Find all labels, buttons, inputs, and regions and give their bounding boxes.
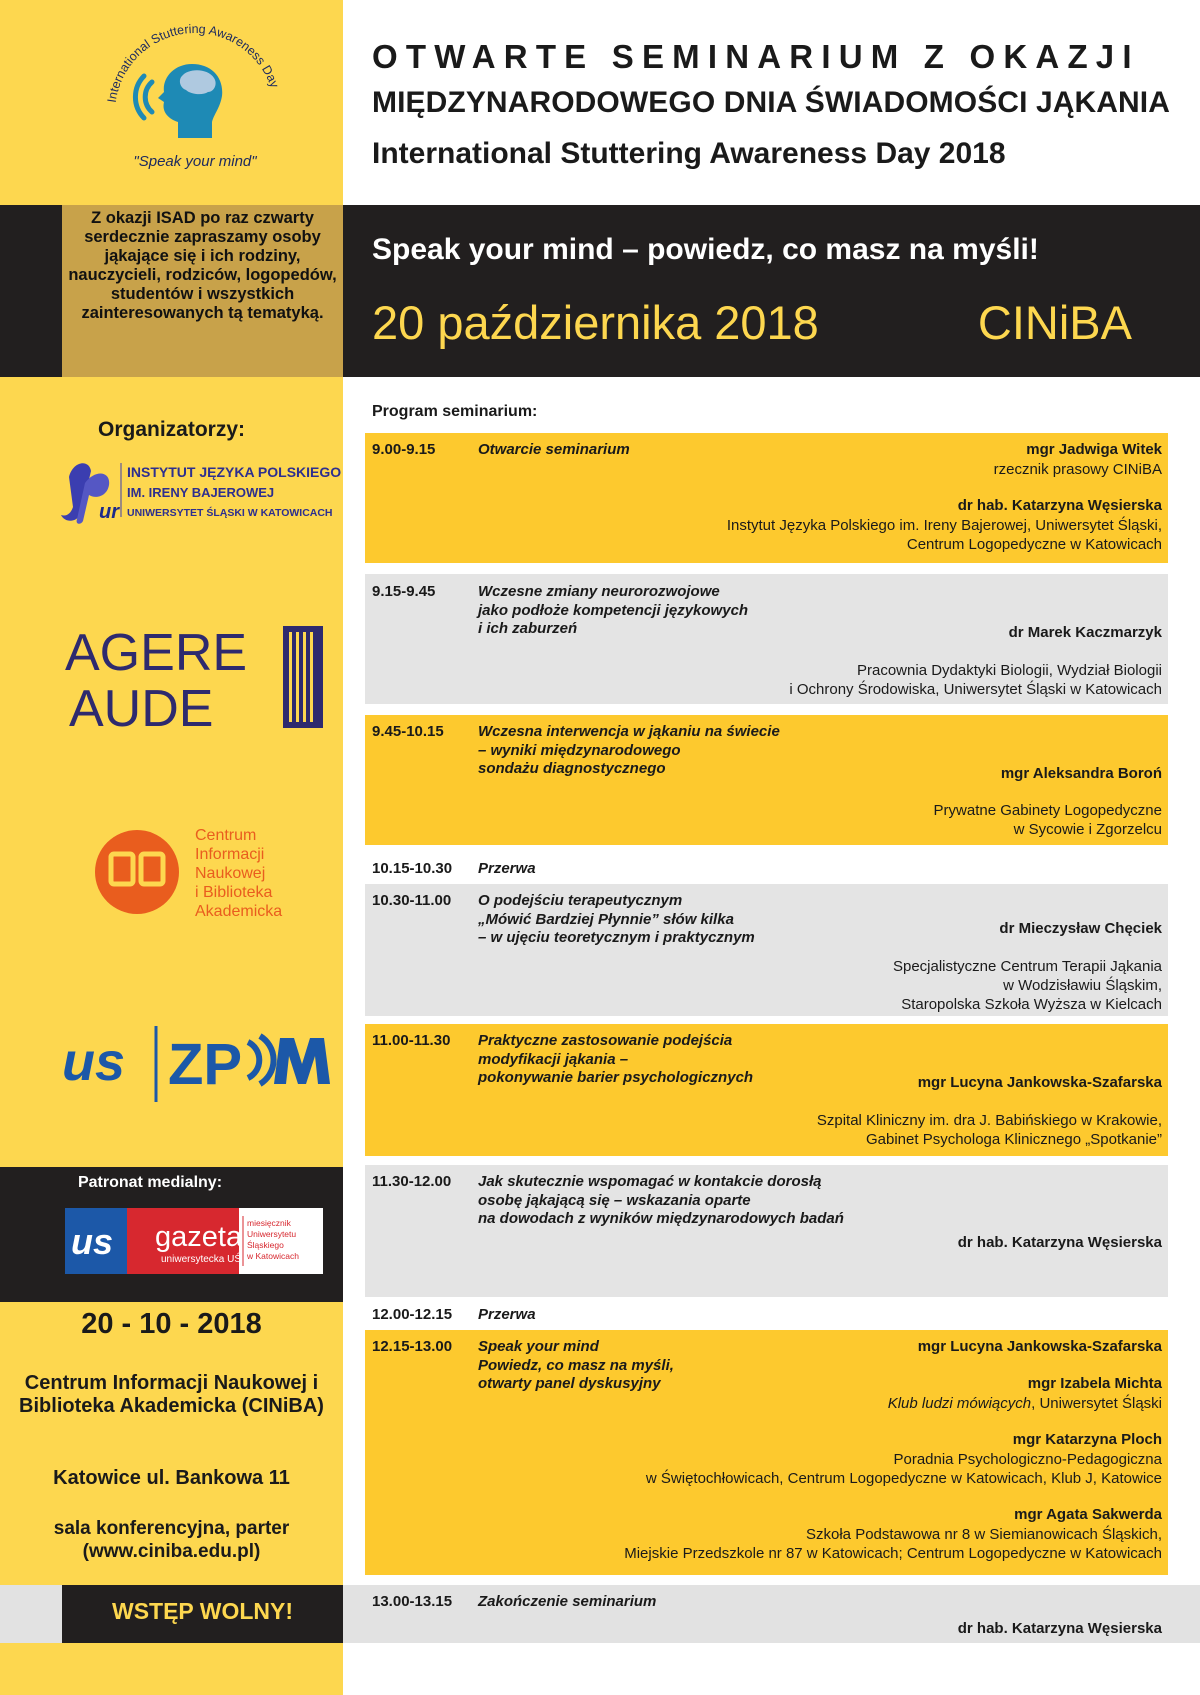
ciniba-line4: i Biblioteka <box>195 884 273 901</box>
event-date-big: 20 - 10 - 2018 <box>81 1308 262 1340</box>
agere-text: AGERE <box>65 624 248 682</box>
session-speaker: mgr Lucyna Jankowska-Szafarska <box>917 1074 1162 1091</box>
session-time: 11.00-11.30 <box>372 1032 451 1049</box>
session-speaker: mgr Aleksandra Boroń <box>1000 765 1162 782</box>
sound-wave-icon <box>145 82 152 112</box>
gazeta-sub: uniwersytecka UŚ <box>161 1254 242 1265</box>
break-time: 12.00-12.15 <box>372 1306 453 1323</box>
title-line-3: International Stuttering Awareness Day 2018 <box>372 137 1006 170</box>
venue-name: Centrum Informacji Naukowej i Biblioteka Akademicka (CINiBA) <box>19 1372 324 1417</box>
speaker-affiliation: Pracownia Dydaktyki Biologii, Wydział Biologii i Ochrony Środowiska, Uniwersytet Śląski w Katowicach <box>789 662 1162 698</box>
speaker-affiliation: Specjalistyczne Centrum Terapii Jąkania w Wodzisławiu Śląskim, Staropolska Szkoła Wyższa w Kielcach <box>892 958 1162 1013</box>
ijp-line1: INSTYTUT JĘZYKA POLSKIEGO <box>127 464 342 480</box>
session-topic: Speak your mind Powiedz, co masz na myśli, otwarty panel dyskusyjny <box>478 1338 674 1392</box>
title-line-1: OTWARTE SEMINARIUM Z OKAZJI <box>372 38 1140 75</box>
session-time: 13.00-13.15 <box>372 1593 453 1610</box>
isad-motto: "Speak your mind" <box>133 153 257 170</box>
title-line-2: MIĘDZYNARODOWEGO DNIA ŚWIADOMOŚCI JĄKANIA <box>372 86 1170 119</box>
zpm-text: ZP <box>168 1032 243 1097</box>
gazeta-side2: Uniwersytetu <box>247 1229 297 1239</box>
venue-address: Katowice ul. Bankowa 11 <box>53 1467 290 1489</box>
ijp-line2: IM. IRENY BAJEROWEJ <box>127 485 275 500</box>
ciniba-line5: Akademicka <box>195 903 283 920</box>
session-topic: Otwarcie seminarium <box>478 441 630 458</box>
club-name: Klub ludzi mówiących <box>887 1395 1032 1412</box>
us-emblem-icon: us <box>62 1032 126 1092</box>
event-date-line <box>372 295 1172 350</box>
session-time: 9.15-9.45 <box>372 583 436 600</box>
ciniba-line1: Centrum <box>195 827 257 844</box>
session-topic: Jak skutecznie wspomagać w kontakcie dorosłą osobę jąkającą się – wskazania oparte na dowodach z wyników międzynarodowych badań <box>478 1173 844 1227</box>
agere-pillar-icon <box>283 626 323 728</box>
media-patron-label: Patronat medialny: <box>77 1174 223 1191</box>
session-speaker: dr hab. Katarzyna Węsierska <box>957 1234 1162 1251</box>
organizers-label: Organizatorzy: <box>97 418 246 441</box>
speaker-affiliation: Poradnia Psychologiczno-Pedagogiczna w Świętochłowicach, Centrum Logopedyczne w Katowicach, Klub J, Katowice <box>645 1451 1162 1487</box>
ciniba-circle-icon <box>95 830 179 914</box>
slogan-banner <box>343 205 1200 377</box>
gazeta-side1: miesięcznik <box>247 1218 291 1228</box>
speaker-affiliation <box>888 1394 1162 1413</box>
svg-text:ur: ur <box>99 501 119 523</box>
gazeta-side4: w Katowicach <box>247 1251 299 1261</box>
invitation-text: Z okazji ISAD po raz czwarty serdecznie zapraszamy osoby jąkające się i ich rodziny, nauczycieli, rodziców, logopedów, studentów i wszystkich zainteresowanych tą tematyką. <box>68 209 337 322</box>
club-affiliation: , Uniwersytet Śląski <box>1031 1395 1162 1412</box>
aude-text: AUDE <box>69 680 214 735</box>
gazeta-side3: Śląskiego <box>247 1240 284 1250</box>
speaker-affiliation: rzecznik prasowy CINiBA <box>993 461 1162 478</box>
venue-room: sala konferencyjna, parter (www.ciniba.edu.pl) <box>53 1518 290 1562</box>
ciniba-logo <box>95 820 325 930</box>
session-speaker: mgr Agata Sakwerda <box>1014 1506 1162 1523</box>
zpm-logo <box>62 1020 332 1110</box>
free-entry-text: WSTĘP WOLNY! <box>111 1598 293 1624</box>
program-label: Program seminarium: <box>372 403 538 420</box>
session-time: 9.45-10.15 <box>372 723 444 740</box>
event-date: 20 października 2018 <box>372 296 819 349</box>
session-topic: Zakończenie seminarium <box>478 1593 657 1610</box>
session-speaker: mgr Katarzyna Ploch <box>1012 1431 1162 1448</box>
session-speaker: mgr Lucyna Jankowska-Szafarska <box>917 1338 1162 1355</box>
session-time: 10.30-11.00 <box>372 892 452 909</box>
session-topic: Praktyczne zastosowanie podejścia modyfikacji jąkania – pokonywanie barier psychologicznych <box>478 1032 754 1086</box>
session-speaker: mgr Jadwiga Witek <box>1026 441 1162 458</box>
break-time: 10.15-10.30 <box>372 860 453 877</box>
event-venue-short: CINiBA <box>977 296 1132 349</box>
speaker-affiliation: Szkoła Podstawowa nr 8 w Siemianowicach Śląskich, Miejskie Przedszkole nr 87 w Katowicach; Centrum Logopedyczne w Katowicach <box>624 1526 1162 1562</box>
session-time: 9.00-9.15 <box>372 441 436 458</box>
speaker-affiliation: Szpital Kliniczny im. dra J. Babińskiego w Krakowie, Gabinet Psychologa Klinicznego „Spotkanie” <box>816 1112 1162 1148</box>
ijp-logo <box>55 455 345 530</box>
speaker-affiliation: Instytut Języka Polskiego im. Ireny Bajerowej, Uniwersytet Śląski, Centrum Logopedyczne w Katowicach <box>726 517 1162 553</box>
session-speaker: mgr Izabela Michta <box>1027 1375 1162 1392</box>
session-speaker: dr hab. Katarzyna Węsierska <box>957 497 1162 514</box>
ciniba-line3: Naukowej <box>195 865 266 882</box>
session-speaker: dr Mieczysław Chęciek <box>999 920 1162 937</box>
ijp-line3: UNIWERSYTET ŚLĄSKI W KATOWICACH <box>127 507 333 519</box>
speaker-affiliation: Prywatne Gabinety Logopedyczne w Sycowie i Zgorzelcu <box>933 802 1162 838</box>
gazeta-name: gazeta <box>155 1221 243 1253</box>
session-topic: O podejściu terapeutycznym „Mówić Bardziej Płynnie” słów kilka – w ujęciu teoretycznym i praktycznym <box>478 892 755 946</box>
session-speaker: dr hab. Katarzyna Węsierska <box>957 1620 1162 1637</box>
isad-arc-text: International Stuttering Awareness Day <box>104 21 282 104</box>
ciniba-line2: Informacji <box>195 846 265 863</box>
session-speaker: dr Marek Kaczmarzyk <box>1008 624 1162 641</box>
break-label: Przerwa <box>478 860 536 877</box>
session-topic: Wczesne zmiany neurorozwojowe jako podłoże kompetencji językowych i ich zaburzeń <box>478 583 749 637</box>
session-time: 12.15-13.00 <box>372 1338 453 1355</box>
us-emblem-small-icon: us <box>71 1221 114 1262</box>
zpm-wave-icon <box>248 1036 274 1084</box>
slogan-text: Speak your mind – powiedz, co masz na myśli! <box>372 233 1039 266</box>
break-label: Przerwa <box>478 1306 536 1323</box>
agere-aude-logo <box>65 620 335 735</box>
session-topic: Wczesna interwencja w jąkaniu na świecie – wyniki międzynarodowego sondażu diagnostycznego <box>478 723 780 777</box>
isad-logo <box>90 18 300 183</box>
gazeta-logo <box>65 1208 323 1274</box>
session-time: 11.30-12.00 <box>372 1173 452 1190</box>
